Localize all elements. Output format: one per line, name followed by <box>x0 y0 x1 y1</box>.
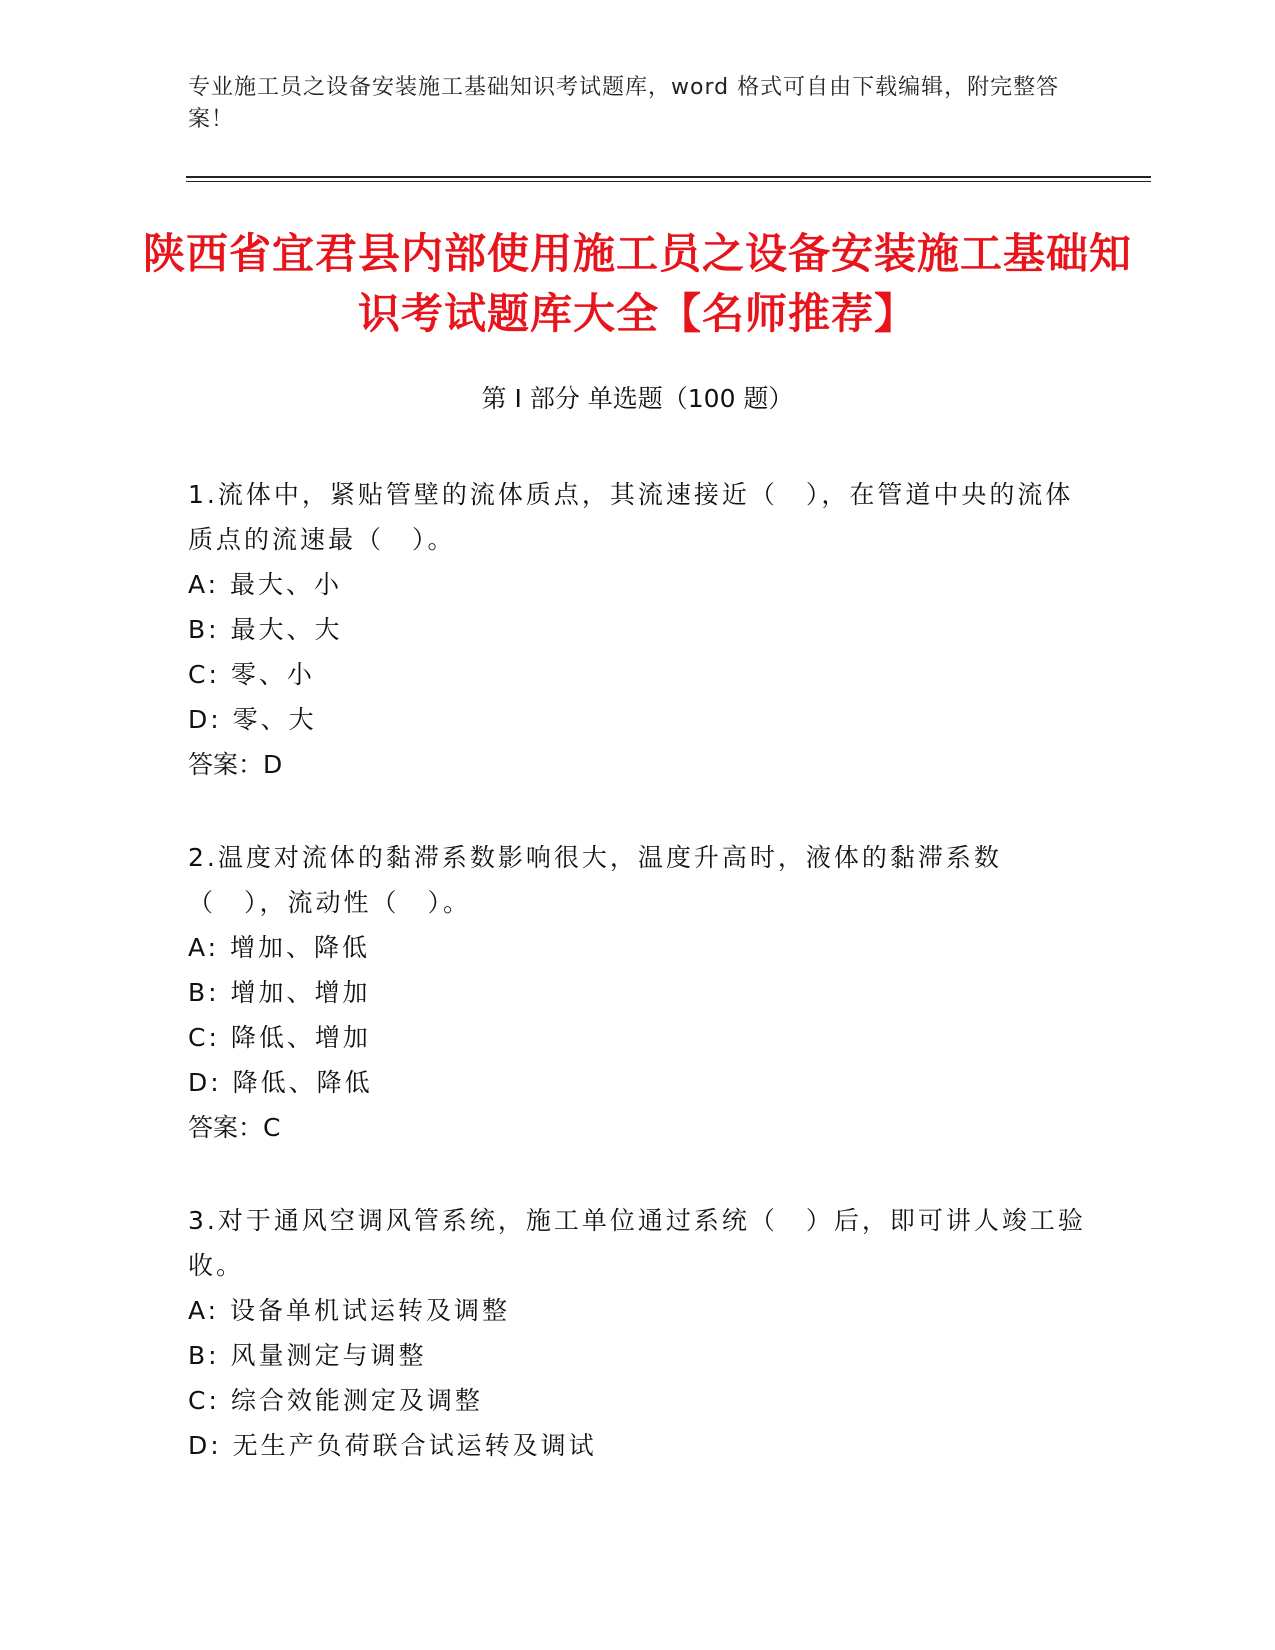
section-heading: 第 I 部分 单选题（100 题） <box>481 384 794 413</box>
option-b: B: 最大、大 <box>188 615 343 644</box>
question-text: 2.温度对流体的黏滞系数影响很大，温度升高时，液体的黏滞系数（ ），流动性（ ）。 <box>188 843 1002 917</box>
option-d: D: 降低、降低 <box>188 1068 373 1097</box>
option-a: A: 增加、降低 <box>188 933 371 962</box>
option-a: A: 设备单机试运转及调整 <box>188 1296 511 1325</box>
option-c: C: 降低、增加 <box>188 1023 371 1052</box>
header-divider-thick <box>186 176 1151 178</box>
option-c: C: 综合效能测定及调整 <box>188 1386 483 1415</box>
option-a: A: 最大、小 <box>188 570 343 599</box>
option-c: C: 零、小 <box>188 660 315 689</box>
question-text: 1.流体中，紧贴管壁的流体质点，其流速接近（ ），在管道中央的流体质点的流速最（ ）。 <box>188 480 1074 554</box>
header-note: 专业施工员之设备安装施工基础知识考试题库，word 格式可自由下载编辑，附完整答案！ <box>188 75 1060 132</box>
option-b: B: 风量测定与调整 <box>188 1341 427 1370</box>
option-b: B: 增加、增加 <box>188 978 371 1007</box>
document-title: 陕西省宜君县内部使用施工员之设备安装施工基础知识考试题库大全【名师推荐】 <box>142 229 1132 338</box>
option-d: D: 无生产负荷联合试运转及调试 <box>188 1431 597 1460</box>
question-3 <box>188 1198 1088 1468</box>
answer: 答案：D <box>188 750 283 779</box>
question-1 <box>188 472 1088 787</box>
option-d: D: 零、大 <box>188 705 317 734</box>
question-text: 3.对于通风空调风管系统，施工单位通过系统（ ）后，即可讲人竣工验收。 <box>188 1206 1086 1280</box>
question-2 <box>188 835 1088 1150</box>
answer: 答案：C <box>188 1113 281 1142</box>
header-divider-thin <box>186 181 1151 182</box>
